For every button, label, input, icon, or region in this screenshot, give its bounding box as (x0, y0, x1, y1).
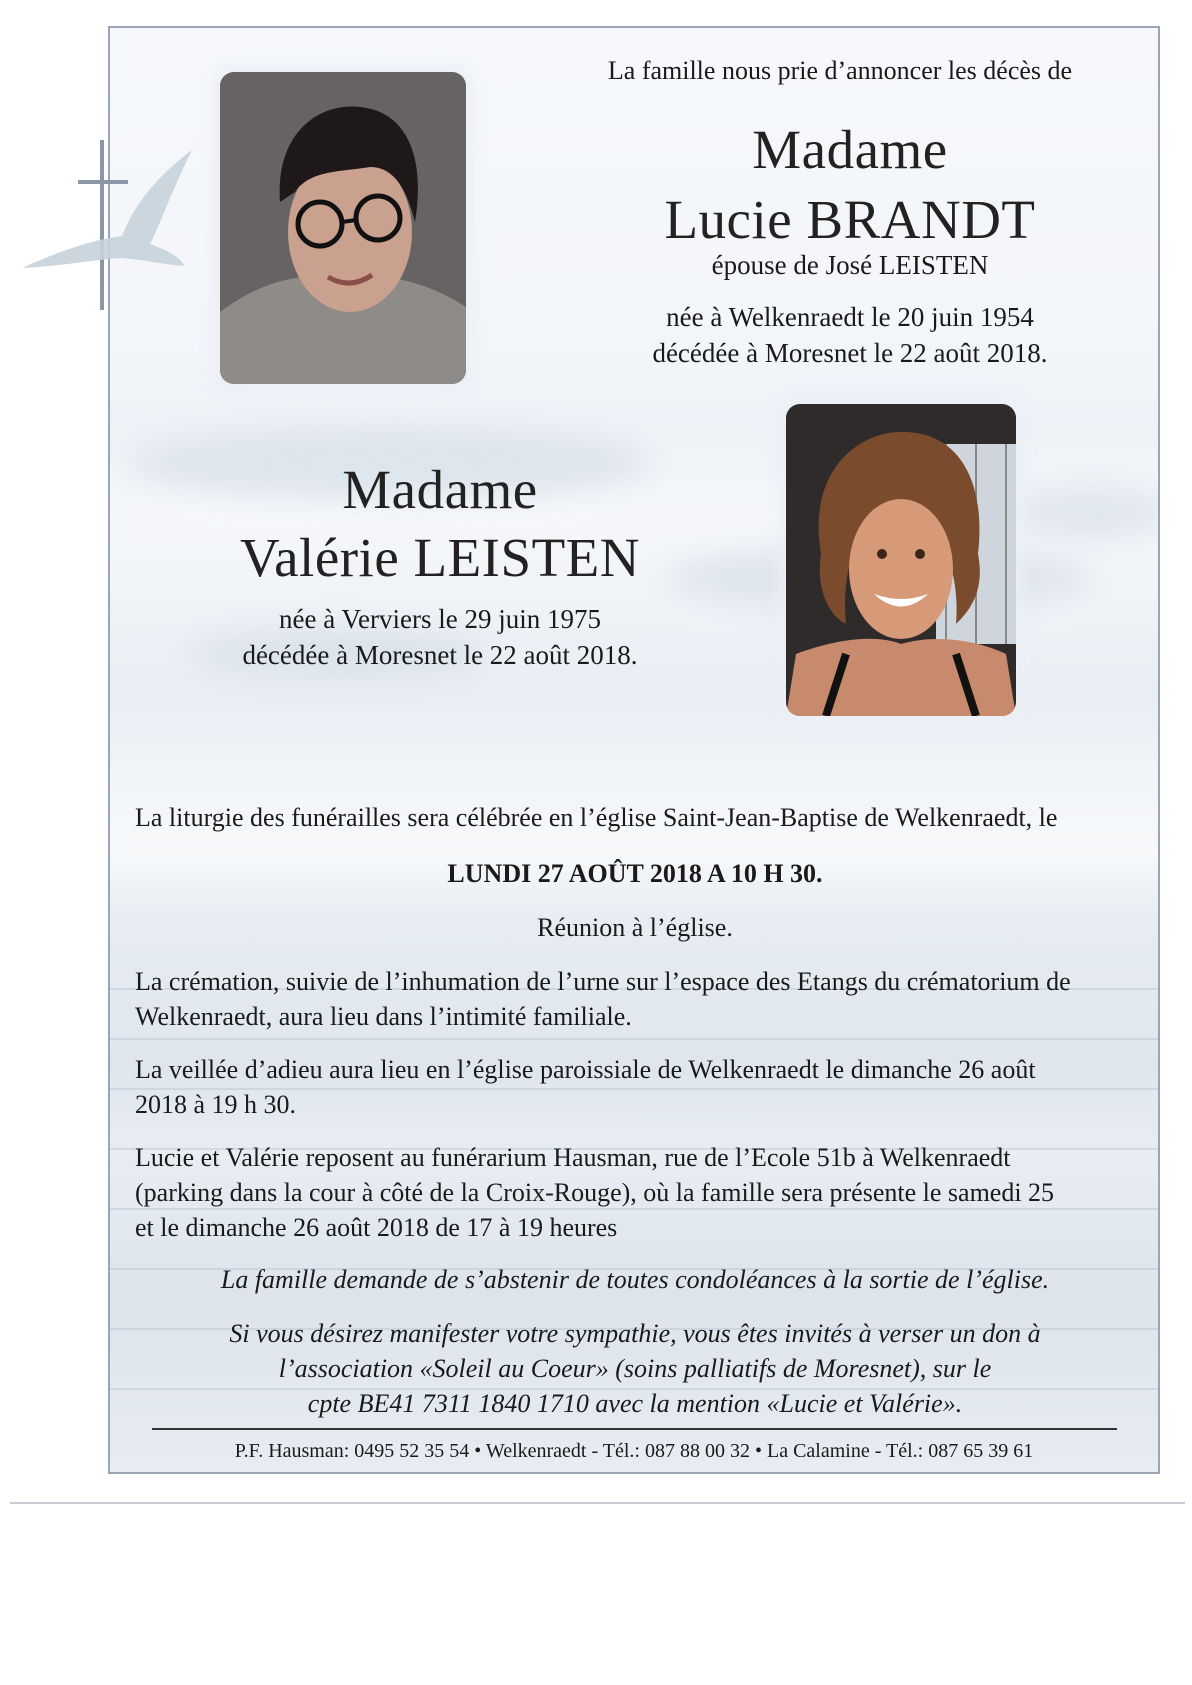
page-fold-line (10, 1502, 1185, 1504)
meeting-text: Réunion à l’église. (537, 913, 733, 942)
donation-line-1: Si vous désirez manifester votre sympathie, vous êtes invités à verser un don à (229, 1319, 1041, 1348)
vigil-line-2: 2018 à 19 h 30. (135, 1090, 297, 1119)
rest-line-1: Lucie et Valérie reposent au funérarium Hausman, rue de l’Ecole 51b à Welkenraedt (135, 1143, 1011, 1172)
condolences-text: La famille demande de s’abstenir de toutes condoléances à la sortie de l’église. (220, 1265, 1050, 1294)
cremation-line-2: Welkenraedt, aura lieu dans l’intimité familiale. (135, 1002, 632, 1031)
donation-line-2: l’association «Soleil au Coeur» (soins palliatifs de Moresnet), sur le (278, 1354, 992, 1383)
vigil-line-1: La veillée d’adieu aura lieu en l’église paroissiale de Welkenraedt le dimanche 26 août (135, 1055, 1036, 1084)
rest-line-2: (parking dans la cour à côté de la Croix-Rouge), où la famille sera présente le samedi 25 (135, 1178, 1055, 1207)
person2-born: née à Verviers le 29 juin 1975 (279, 604, 601, 634)
cross-icon (78, 140, 128, 310)
funeral-home-contact: P.F. Hausman: 0495 52 35 54 • Welkenraedt - Tél.: 087 88 00 32 • La Calamine - Tél.: 087 65 39 61 (234, 1440, 1034, 1462)
person2-died: décédée à Moresnet le 22 août 2018. (242, 640, 638, 670)
rest-line-3: et le dimanche 26 août 2018 de 17 à 19 heures (135, 1213, 618, 1242)
intro-text: La famille nous prie d’annoncer les décès de (607, 56, 1073, 85)
person2-name: Valérie LEISTEN (240, 527, 640, 588)
cremation-line-1: La crémation, suivie de l’inhumation de l’urne sur l’espace des Etangs du crématorium de (135, 967, 1071, 996)
person1-title: Madame (752, 119, 948, 180)
person2-title: Madame (342, 459, 538, 520)
donation-line-3: cpte BE41 7311 1840 1710 avec la mention «Lucie et Valérie». (307, 1389, 963, 1418)
person1-born: née à Welkenraedt le 20 juin 1954 (666, 302, 1034, 332)
sky-cloud (1010, 488, 1160, 538)
dove-icon (22, 150, 192, 268)
liturgy-text: La liturgie des funérailles sera célébrée en l’église Saint-Jean-Baptise de Welkenraedt, le (135, 803, 1058, 832)
cross-dove-emblem (22, 140, 192, 310)
person1-name: Lucie BRANDT (664, 189, 1036, 250)
funeral-date: LUNDI 27 AOÛT 2018 A 10 H 30. (447, 859, 823, 888)
person1-died: décédée à Moresnet le 22 août 2018. (652, 338, 1048, 368)
footer-divider (152, 1428, 1117, 1430)
portrait-valerie-leisten (786, 404, 1016, 716)
person1-spouse: épouse de José LEISTEN (711, 250, 989, 280)
portrait-lucie-brandt (220, 72, 466, 384)
